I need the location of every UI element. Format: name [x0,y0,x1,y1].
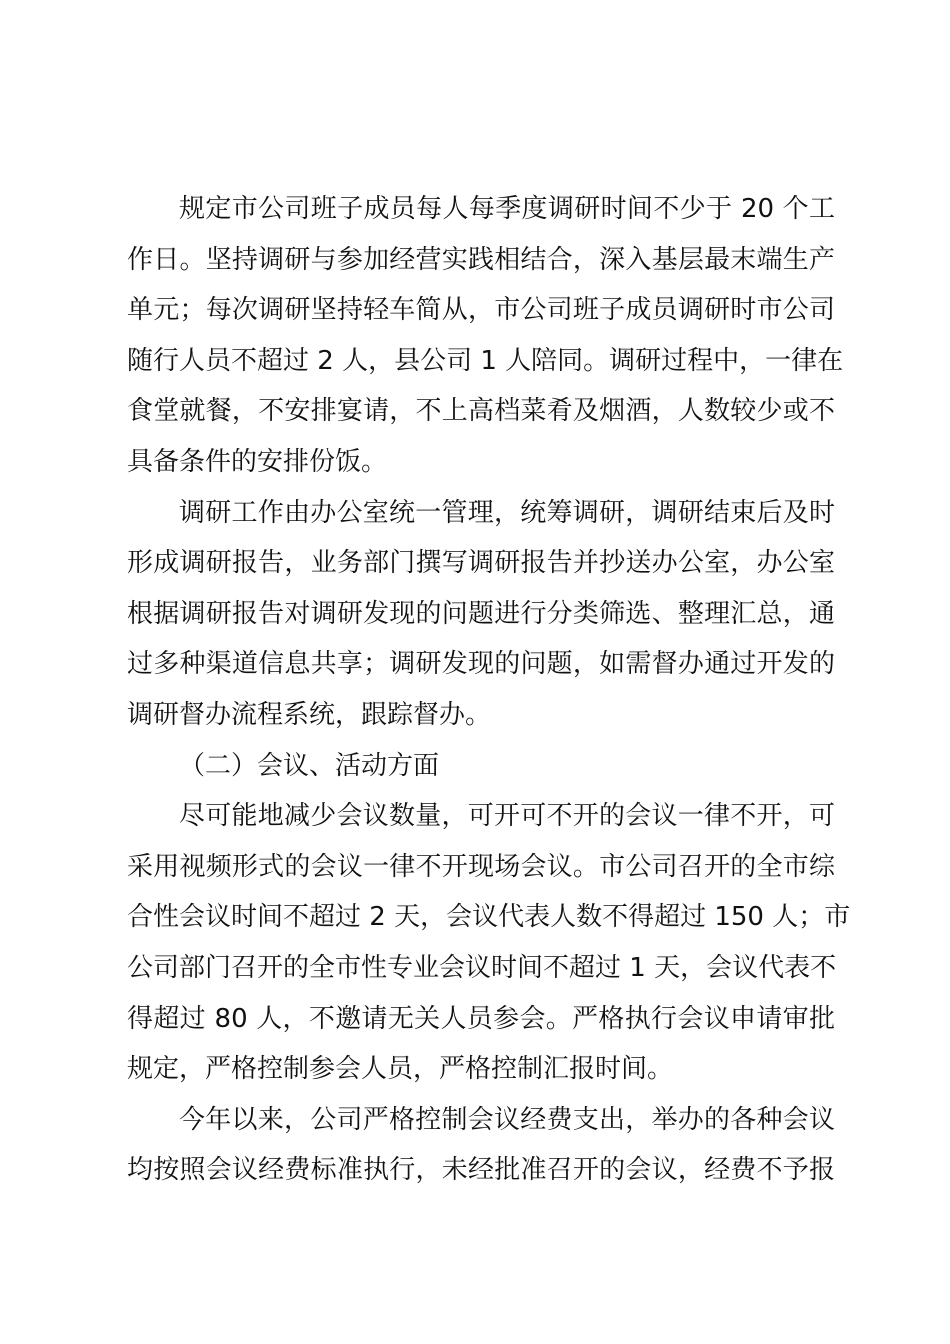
paragraph-line: 采用视频形式的会议一律不开现场会议。市公司召开的全市综 [127,851,835,882]
paragraph-line: 作日。坚持调研与参加经营实践相结合，深入基层最末端生产 [127,244,835,275]
section-heading: （二）会议、活动方面 [179,750,440,781]
paragraph-line: 具备条件的安排份饭。 [127,446,388,477]
paragraph-line: 调研工作由办公室统一管理，统筹调研，调研结束后及时 [179,497,835,528]
paragraph-line: 规定，严格控制参会人员，严格控制汇报时间。 [127,1054,674,1085]
paragraph-line: 食堂就餐，不安排宴请，不上高档菜肴及烟酒，人数较少或不 [127,396,835,427]
paragraph-line: 过多种渠道信息共享；调研发现的问题，如需督办通过开发的 [127,649,835,680]
paragraph-line: 均按照会议经费标准执行，未经批准召开的会议，经费不予报 [127,1155,835,1186]
paragraph-line: 调研督办流程系统，跟踪督办。 [127,699,492,730]
paragraph-line: 单元；每次调研坚持轻车简从，市公司班子成员调研时市公司 [127,295,835,326]
paragraph-line: 得超过 80 人，不邀请无关人员参会。严格执行会议申请审批 [127,1003,835,1034]
paragraph-line: 根据调研报告对调研发现的问题进行分类筛选、整理汇总，通 [127,598,835,629]
paragraph-line: 合性会议时间不超过 2 天，会议代表人数不得超过 150 人；市 [127,902,851,933]
document-body [127,184,851,1196]
paragraph-line: 尽可能地减少会议数量，可开可不开的会议一律不开，可 [179,801,835,832]
paragraph-line: 随行人员不超过 2 人，县公司 1 人陪同。调研过程中，一律在 [127,345,844,376]
paragraph-line: 今年以来，公司严格控制会议经费支出，举办的各种会议 [179,1104,835,1135]
paragraph-line: 公司部门召开的全市性专业会议时间不超过 1 天，会议代表不 [127,952,837,983]
paragraph-line: 形成调研报告，业务部门撰写调研报告并抄送办公室，办公室 [127,548,835,579]
paragraph-line: 规定市公司班子成员每人每季度调研时间不少于 20 个工 [179,194,835,224]
